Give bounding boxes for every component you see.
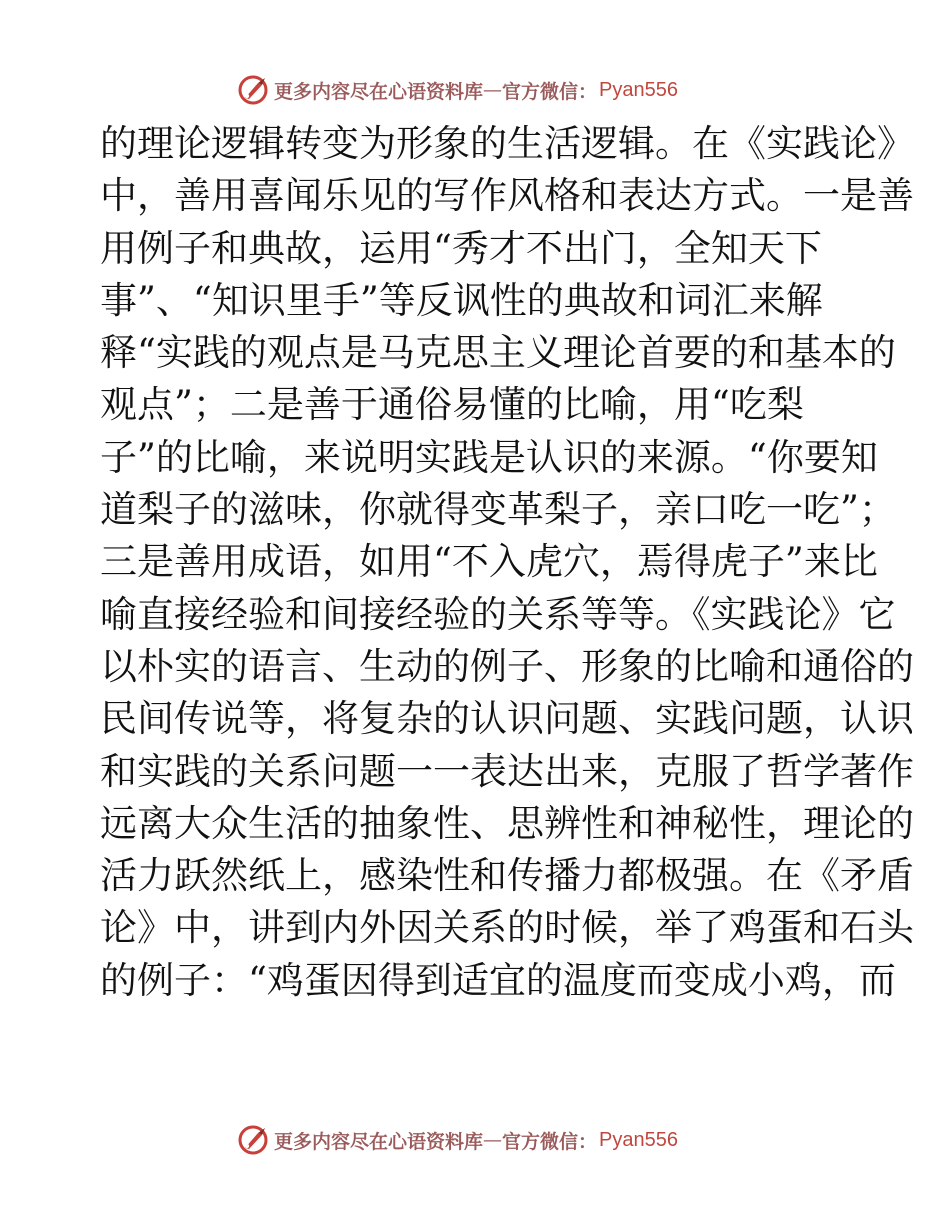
body-line: 远离大众生活的抽象性、思辨性和神秘性，理论的 (100, 801, 914, 845)
header-banner-main-text: 更多内容尽在心语资料库 (274, 80, 484, 103)
body-line: 子”的比喻，来说明实践是认识的来源。“你要知 (100, 435, 878, 479)
body-line: 以朴实的语言、生动的例子、形象的比喻和通俗的 (100, 644, 914, 688)
body-line: 观点”；二是善于通俗易懂的比喻，用“吃梨 (100, 383, 804, 427)
footer-banner-main-text: 更多内容尽在心语资料库 (274, 1130, 484, 1153)
footer-banner-dash: — (483, 1129, 503, 1151)
header-banner-wechat-label: 官方微信： (502, 80, 598, 103)
body-line: 事”、“知识里手”等反讽性的典故和词汇来解 (100, 278, 823, 322)
feather-pen-logo-icon (236, 73, 270, 107)
feather-pen-logo-icon (236, 1123, 270, 1157)
body-line: 释“实践的观点是马克思主义理论首要的和基本的 (100, 331, 896, 375)
body-line: 三是善用成语，如用“不入虎穴，焉得虎子”来比 (100, 540, 878, 584)
header-banner-dash: — (483, 79, 503, 101)
body-paragraph (100, 118, 914, 1007)
footer-watermark-banner (236, 1120, 678, 1160)
body-line: 的例子：“鸡蛋因得到适宜的温度而变成小鸡，而 (100, 958, 896, 1002)
header-watermark-banner (236, 70, 678, 110)
body-line: 道梨子的滋味，你就得变革梨子，亲口吃一吃”； (100, 488, 896, 532)
body-line: 和实践的关系问题一一表达出来，克服了哲学著作 (100, 749, 914, 793)
body-line: 的理论逻辑转变为形象的生活逻辑。在《实践论》 (100, 122, 914, 165)
body-line: 活力跃然纸上，感染性和传播力都极强。在《矛盾 (100, 854, 914, 898)
body-line: 论》中，讲到内外因关系的时候，举了鸡蛋和石头 (100, 906, 914, 950)
body-line: 喻直接经验和间接经验的关系等等。《实践论》它 (100, 592, 896, 636)
body-line: 用例子和典故，运用“秀才不出门，全知天下 (100, 226, 822, 270)
header-banner-wechat-id: Pyan556 (599, 78, 678, 101)
body-line: 民间传说等，将复杂的认识问题、实践问题，认识 (100, 697, 914, 741)
footer-banner-wechat-id: Pyan556 (599, 1128, 678, 1151)
footer-banner-wechat-label: 官方微信： (502, 1130, 598, 1153)
body-line: 中，善用喜闻乐见的写作风格和表达方式。一是善 (100, 174, 914, 218)
